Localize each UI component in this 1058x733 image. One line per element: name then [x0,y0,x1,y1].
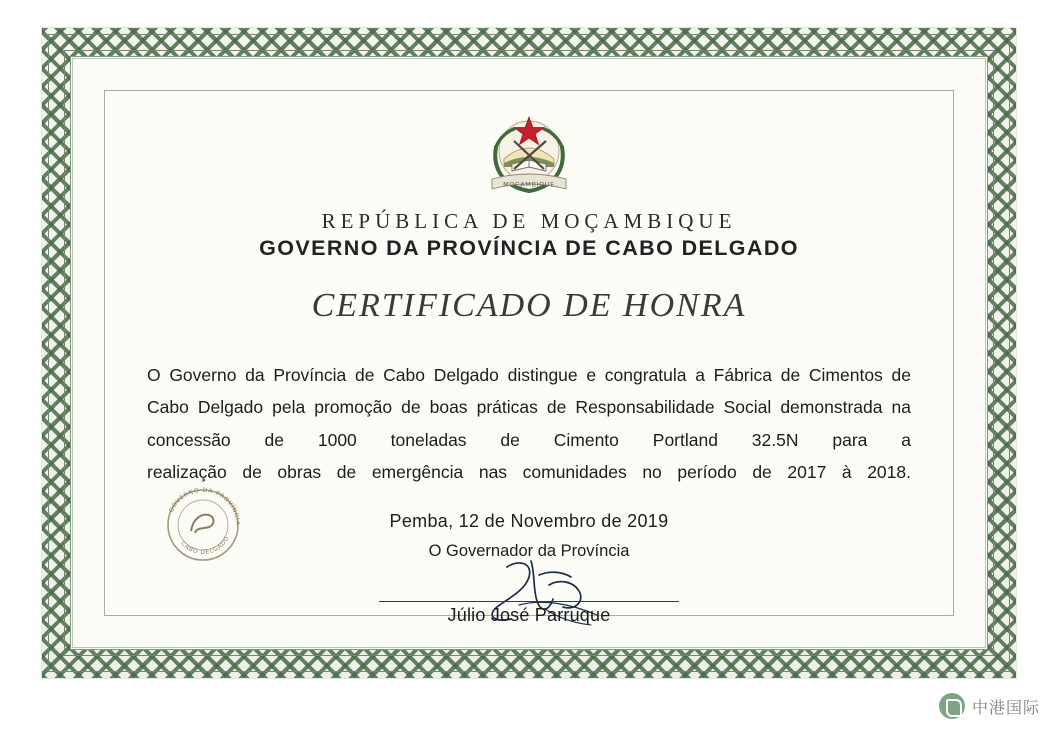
official-stamp-icon [157,479,249,571]
zhonggang-logo-icon [939,693,965,719]
emblem-motto-text: MOÇAMBIQUE [503,180,555,189]
signatory-name: Júlio José Parruque [447,604,611,625]
body-line-1: O Governo da Província de Cabo Delgado distingue e congratula a Fábrica de Cimentos [147,365,883,385]
certificate-document [42,28,1016,678]
stamp-bottom-text: CABO DELGADO [179,534,232,557]
body-line-3: demonstrada na concessão de 1000 toneladas de Cimento Portland 32.5N para a [147,397,911,450]
stamp-top-text: GOVERNO DA PROVÍNCIA [167,486,242,526]
coat-of-arms-icon [474,107,584,203]
certificate-content-panel [104,90,954,625]
watermark-text: 中港国际 [971,697,1040,717]
place-and-date: Pemba, 12 de Novembro de 2019 [389,510,669,531]
certificate-body [147,359,911,489]
body-line-2: de Cabo Delgado pela promoção de boas práticas de Responsabilidade Social [147,365,911,418]
watermark [939,693,1040,719]
country-heading: REPÚBLICA DE MOÇAMBIQUE [321,209,737,233]
signature-block [379,563,679,629]
signature-rule [379,601,679,602]
certificate-title: CERTIFICADO DE HONRA [311,287,747,324]
government-heading: GOVERNO DA PROVÍNCIA DE CABO DELGADO [259,236,799,260]
body-line-4: realização de obras de emergência nas comunidades no período de 2017 à 2018. [147,462,911,483]
signatory-role-label: O Governador da Província [428,541,630,560]
